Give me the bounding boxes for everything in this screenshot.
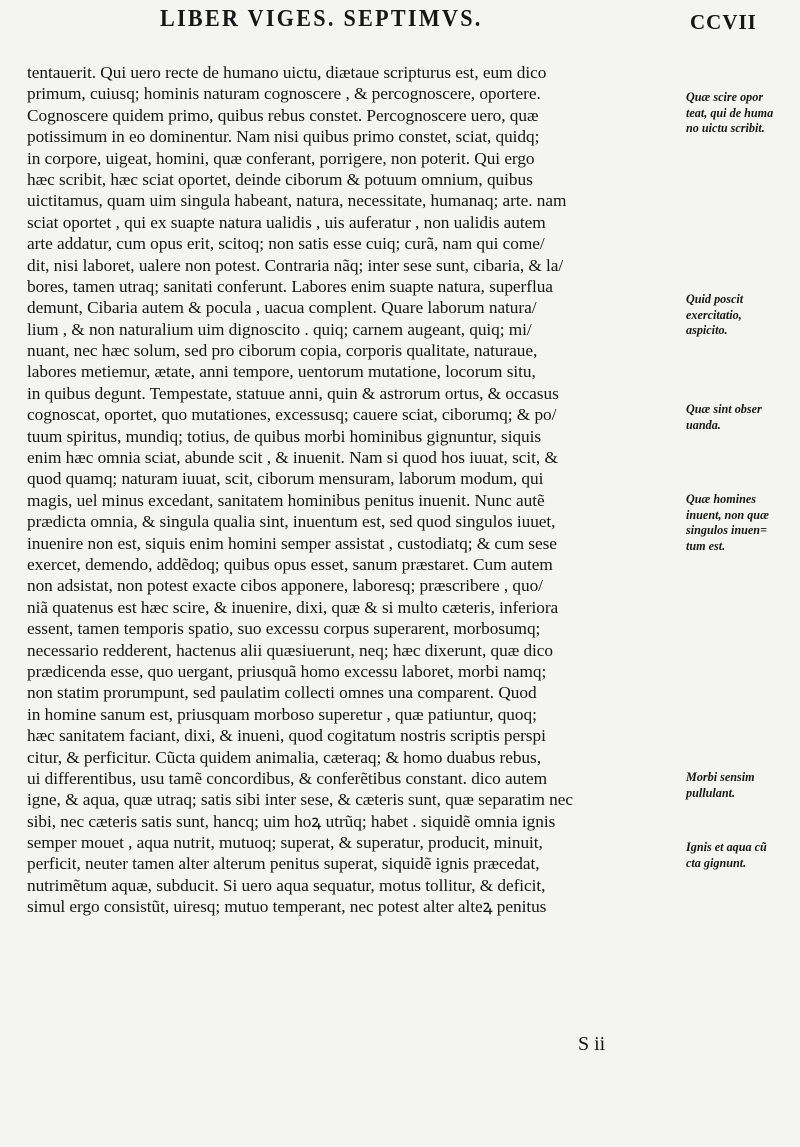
text-line: simul ergo consistũt, uiresq; mutuo temperant, nec potest alter alteꝝ penitus bbox=[27, 897, 547, 917]
text-line: in homine sanum est, priusquam morboso superetur , quæ patiuntur, quoq; bbox=[27, 704, 537, 724]
running-title: LIBER VIGES. SEPTIMVS. bbox=[160, 6, 483, 32]
text-line: in corpore, uigeat, homini, quæ conferant, porrigere, non poterit. Qui ergo bbox=[27, 148, 535, 168]
text-line: demunt, Cibaria autem & pocula , uacua complent. Quare laborum natura/ bbox=[27, 298, 537, 318]
text-line: semper mouet , aqua nutrit, mutuoq; superat, & superatur, producit, minuit, bbox=[27, 833, 543, 853]
margin-note: Ignis et aqua cũ cta gignunt. bbox=[686, 840, 767, 870]
text-line: non adsistat, non potest exacte cibos apponere, laboresq; præscribere , quo/ bbox=[27, 576, 543, 596]
text-line: ui differentibus, usu tamẽ concordibus, & conferẽtibus constant. dico autem bbox=[27, 768, 547, 788]
text-line: labores metiemur, ætate, anni tempore, uentorum mutatione, locorum situ, bbox=[27, 362, 536, 382]
text-line: magis, uel minus excedant, sanitatem hominibus penitus inuenit. Nunc autẽ bbox=[27, 490, 545, 510]
text-line: tuum spiritus, mundiq; totius, de quibus morbi hominibus gignuntur, siquis bbox=[27, 426, 542, 446]
text-line: arte addatur, cum opus erit, scitoq; non satis esse cuiq; curã, nam qui come/ bbox=[27, 234, 545, 254]
text-line: lium , & non naturalium uim dignoscito . quiq; carnem augeant, quiq; mi/ bbox=[27, 319, 532, 339]
text-line: primum, cuiusq; hominis naturam cognoscere , & percognoscere, oportere. bbox=[27, 84, 541, 104]
text-line: enim hæc omnia sciat, abunde scit , & inuenit. Nam si quod hos iuuat, scit, & bbox=[27, 448, 558, 468]
text-line: bores, tamen utraq; sanitati conferunt. Labores enim suapte natura, superflua bbox=[27, 276, 553, 296]
text-line: uictitamus, quam uim singula habeant, natura, necessitate, humanaq; arte. nam bbox=[27, 191, 567, 211]
folio-number: CCVII bbox=[690, 10, 757, 34]
margin-note: Morbi sensim pullulant. bbox=[686, 770, 755, 800]
margin-note: Quid poscit exercitatio, aspicito. bbox=[686, 292, 744, 337]
text-line: dit, nisi laboret, ualere non potest. Contraria nãq; inter sese sunt, cibaria, & la/ bbox=[27, 255, 564, 275]
text-line: tentauerit. Qui uero recte de humano uictu, diætaue scripturus est, eum dico bbox=[27, 63, 547, 82]
text-line: non statim prorumpunt, sed paulatim collecti omnes una comparent. Quod bbox=[27, 683, 537, 703]
text-line: citur, & perficitur. Cũcta quidem animalia, cæteraq; & homo duabus rebus, bbox=[27, 747, 541, 767]
text-line: inuenire non est, siquis enim homini semper assistat , custodiatq; & cum sese bbox=[27, 533, 557, 553]
text-line: sibi, nec cæteris satis sunt, hancq; uim hoꝝ utrũq; habet . siquidẽ omnia ignis bbox=[27, 811, 556, 831]
text-line: sciat oportet , qui ex suapte natura ualidis , uis auferatur , non ualidis autem bbox=[27, 212, 546, 232]
signature-mark: S ii bbox=[578, 1033, 606, 1055]
margin-note: Quæ scire opor teat, qui de huma no uictu scribit. bbox=[686, 90, 774, 135]
text-line: quod quamq; naturam iuuat, scit, ciborum mensuram, laborum modum, qui bbox=[27, 469, 544, 489]
text-line: essent, tamen temporis spatio, suo excessu corpus superarent, morbosumq; bbox=[27, 619, 541, 639]
text-line: prædicenda esse, quo uergant, priusquã homo excessu laboret, morbi namq; bbox=[27, 661, 547, 681]
text-line: in quibus degunt. Tempestate, statuue anni, quin & astrorum ortus, & occasus bbox=[27, 383, 559, 403]
text-line: cognoscat, oportet, quo mutationes, excessusq; cauere sciat, ciborumq; & po/ bbox=[27, 405, 557, 425]
margin-note: Quæ homines inuent, non quæ singulos inuen= tum est. bbox=[686, 492, 769, 553]
main-text-block bbox=[27, 62, 672, 918]
text-line: prædicta omnia, & singula qualia sint, inuentum est, sed quod singulos iuuet, bbox=[27, 512, 556, 532]
text-line: nutrimẽtum aquæ, subducit. Si uero aqua sequatur, motus tollitur, & deficit, bbox=[27, 875, 546, 895]
text-line: igne, & aqua, quæ utraq; satis sibi inter sese, & cæteris sunt, quæ separatim nec bbox=[27, 790, 573, 810]
margin-note: Quæ sint obser uanda. bbox=[686, 402, 762, 432]
text-line: hæc scribit, hæc sciat oportet, deinde ciborum & potuum omnium, quibus bbox=[27, 169, 533, 189]
text-line: necessario redderent, hactenus alii quæsiuerunt, neq; hæc dixerunt, quæ dico bbox=[27, 640, 554, 660]
text-line: hæc sanitatem faciant, dixi, & inueni, quod cogitatum nostris scriptis perspi bbox=[27, 726, 546, 746]
text-line: perficit, neuter tamen alter alterum penitus superat, siquidẽ ignis præcedat, bbox=[27, 854, 540, 874]
text-line: potissimum in eo dominentur. Nam nisi quibus primo constet, sciat, quidq; bbox=[27, 127, 540, 147]
text-line: Cognoscere quidem primo, quibus rebus constet. Percognoscere uero, quæ bbox=[27, 105, 539, 125]
text-line: nuant, nec hæc solum, sed pro ciborum copia, corporis qualitate, naturaue, bbox=[27, 341, 538, 361]
text-line: exercet, demendo, addẽdoq; quibus opus esset, sanum præstaret. Cum autem bbox=[27, 554, 553, 574]
text-line: niã quatenus est hæc scire, & inuenire, dixi, quæ & si multo cæteris, inferiora bbox=[27, 597, 559, 617]
